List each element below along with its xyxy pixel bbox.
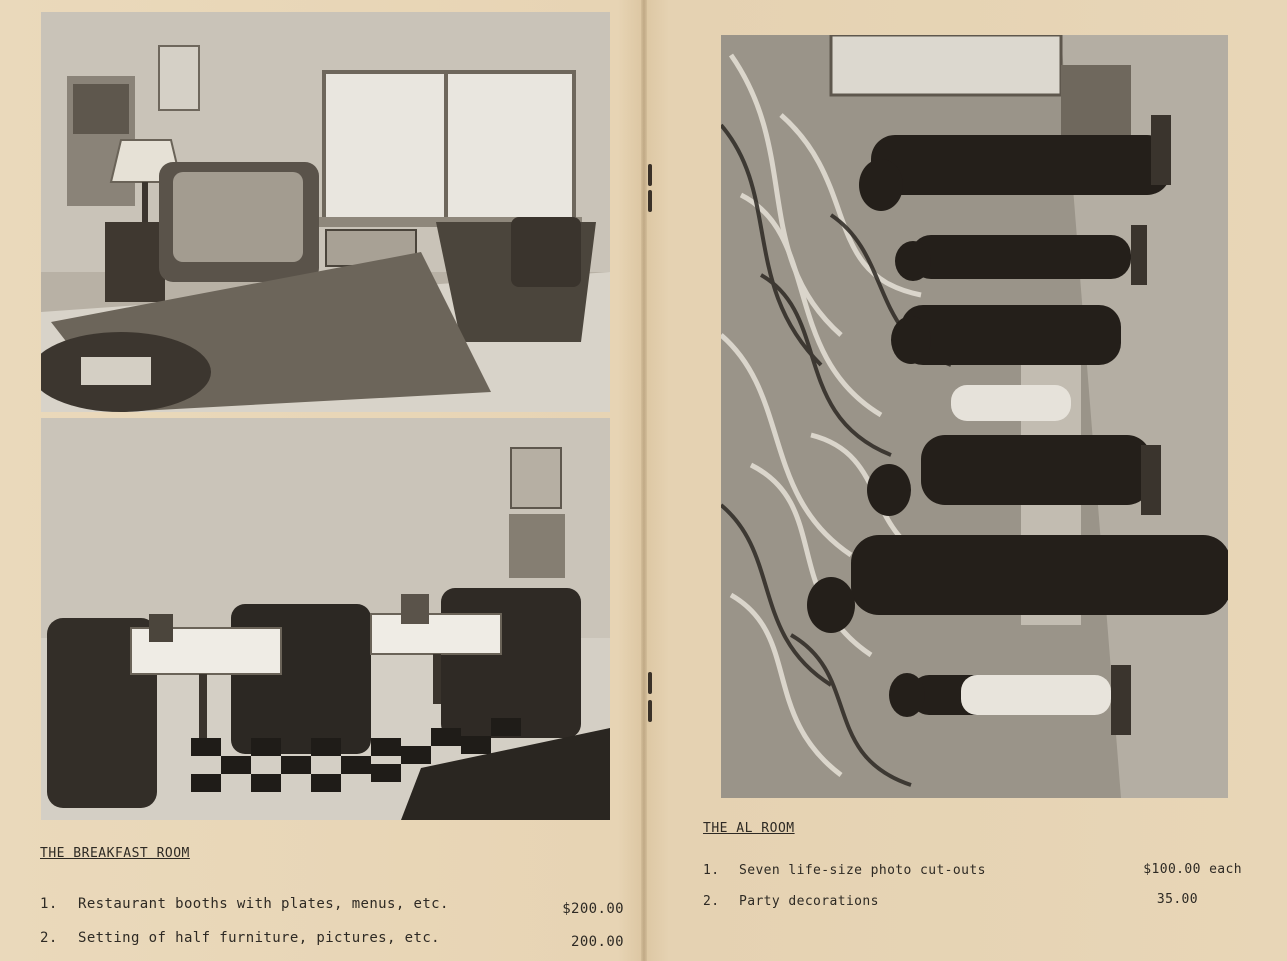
item-number: 2.	[40, 930, 58, 946]
breakfast-item-2-price: 200.00	[571, 934, 624, 950]
al-item-2-price: 35.00	[1156, 892, 1198, 907]
item-number: 2.	[703, 894, 720, 909]
item-description: Party decorations	[739, 894, 879, 909]
al-room-photo	[721, 35, 1228, 798]
al-item-1	[703, 863, 1123, 883]
item-number: 1.	[703, 863, 720, 878]
item-description: Setting of half furniture, pictures, etc.	[78, 930, 440, 946]
staple-bottom	[648, 672, 652, 694]
item-description: Seven life-size photo cut-outs	[739, 863, 986, 878]
item-number: 1.	[40, 896, 58, 912]
staple-top-lower	[648, 190, 652, 212]
breakfast-item-1	[40, 896, 520, 916]
page-gutter	[641, 0, 647, 961]
living-room-photo	[41, 12, 610, 412]
breakfast-room-title: THE BREAKFAST ROOM	[40, 846, 190, 861]
al-room-title: THE AL ROOM	[703, 821, 795, 836]
breakfast-item-2	[40, 930, 520, 950]
al-item-1-price: $100.00 each	[1143, 862, 1242, 877]
al-item-2	[703, 894, 1123, 914]
staple-top	[648, 164, 652, 186]
item-description: Restaurant booths with plates, menus, etc.	[78, 896, 449, 912]
breakfast-booths-photo	[41, 418, 610, 820]
staple-bottom-lower	[648, 700, 652, 722]
breakfast-item-1-price: $200.00	[562, 901, 624, 917]
